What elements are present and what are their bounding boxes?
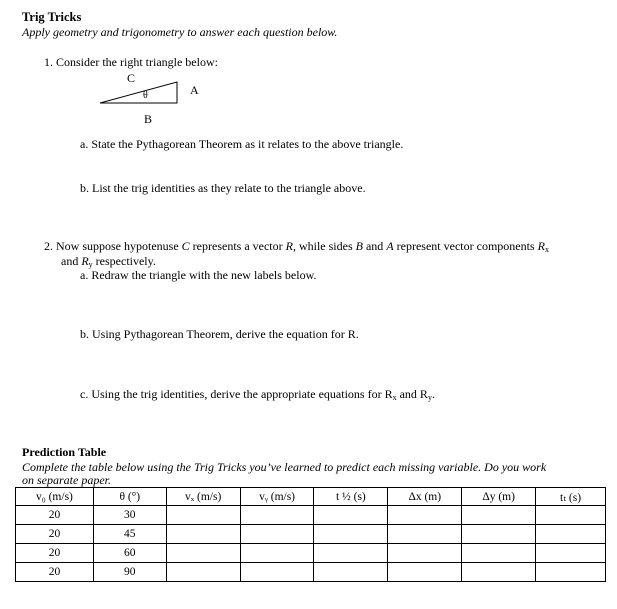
column-header: Δy (m) [462,488,536,506]
column-header: Δx (m) [388,488,462,506]
table-cell[interactable] [166,525,240,544]
table-row [16,506,606,525]
table-cell[interactable] [240,506,314,525]
table-cell[interactable] [536,544,606,563]
table-cell[interactable] [462,525,536,544]
triangle-label-b: B [144,112,153,126]
table-cell[interactable] [462,563,536,582]
table-cell[interactable] [166,506,240,525]
prediction-table-title: Prediction Table [22,445,107,459]
prediction-instructions-line2: on separate paper. [22,473,111,487]
column-header: t ½ (s) [314,488,388,506]
table-header-row [16,488,606,506]
question-2-prompt-line2: and $R_y$ respectively. [61,254,156,269]
question-2-prompt: 2. Now suppose hypotenuse C represents a vector R, while sides B and A represent vector components $R_x$ [44,239,549,254]
column-header: tₜ (s) [536,488,606,506]
table-cell[interactable] [314,544,388,563]
table-cell[interactable] [388,525,462,544]
triangle-label-a: A [190,83,199,97]
table-cell: 30 [93,506,166,525]
question-2c: c. Using the trig identities, derive the appropriate equations for $R_x$ and $R_y$. [80,387,435,402]
table-cell[interactable] [388,544,462,563]
table-row [16,544,606,563]
triangle-label-theta: θ [143,90,148,101]
table-cell: 45 [93,525,166,544]
table-row [16,525,606,544]
prediction-table [15,487,606,582]
question-2b: b. Using Pythagorean Theorem, derive the equation for R. [80,327,359,341]
table-cell[interactable] [314,525,388,544]
table-cell[interactable] [536,525,606,544]
table-cell[interactable] [314,506,388,525]
table-cell: 20 [16,525,94,544]
question-2a: a. Redraw the triangle with the new labels below. [80,268,317,282]
table-cell: 20 [16,563,94,582]
column-header: vᵧ (m/s) [240,488,314,506]
table-cell[interactable] [388,563,462,582]
table-cell[interactable] [536,506,606,525]
triangle-label-c: C [127,71,136,85]
question-1-prompt: 1. Consider the right triangle below: [44,55,218,69]
table-cell[interactable] [462,506,536,525]
table-cell: 60 [93,544,166,563]
table-cell[interactable] [240,544,314,563]
table-cell[interactable] [314,563,388,582]
question-1a: a. State the Pythagorean Theorem as it relates to the above triangle. [80,137,404,151]
table-cell[interactable] [462,544,536,563]
question-1b: b. List the trig identities as they relate to the triangle above. [80,181,366,195]
prediction-instructions: Complete the table below using the Trig Tricks you’ve learned to predict each missing variable. Do you work [22,460,547,474]
table-cell[interactable] [240,525,314,544]
table-cell[interactable] [166,563,240,582]
column-header: v₀ (m/s) [16,488,94,506]
table-cell[interactable] [388,506,462,525]
table-cell: 90 [93,563,166,582]
table-cell[interactable] [166,544,240,563]
page-subtitle: Apply geometry and trigonometry to answer each question below. [22,25,338,39]
column-header: θ (°) [93,488,166,506]
table-cell[interactable] [536,563,606,582]
table-cell[interactable] [240,563,314,582]
table-cell: 20 [16,544,94,563]
table-cell: 20 [16,506,94,525]
table-row [16,563,606,582]
page-title: Trig Tricks [22,10,82,24]
column-header: vₓ (m/s) [166,488,240,506]
